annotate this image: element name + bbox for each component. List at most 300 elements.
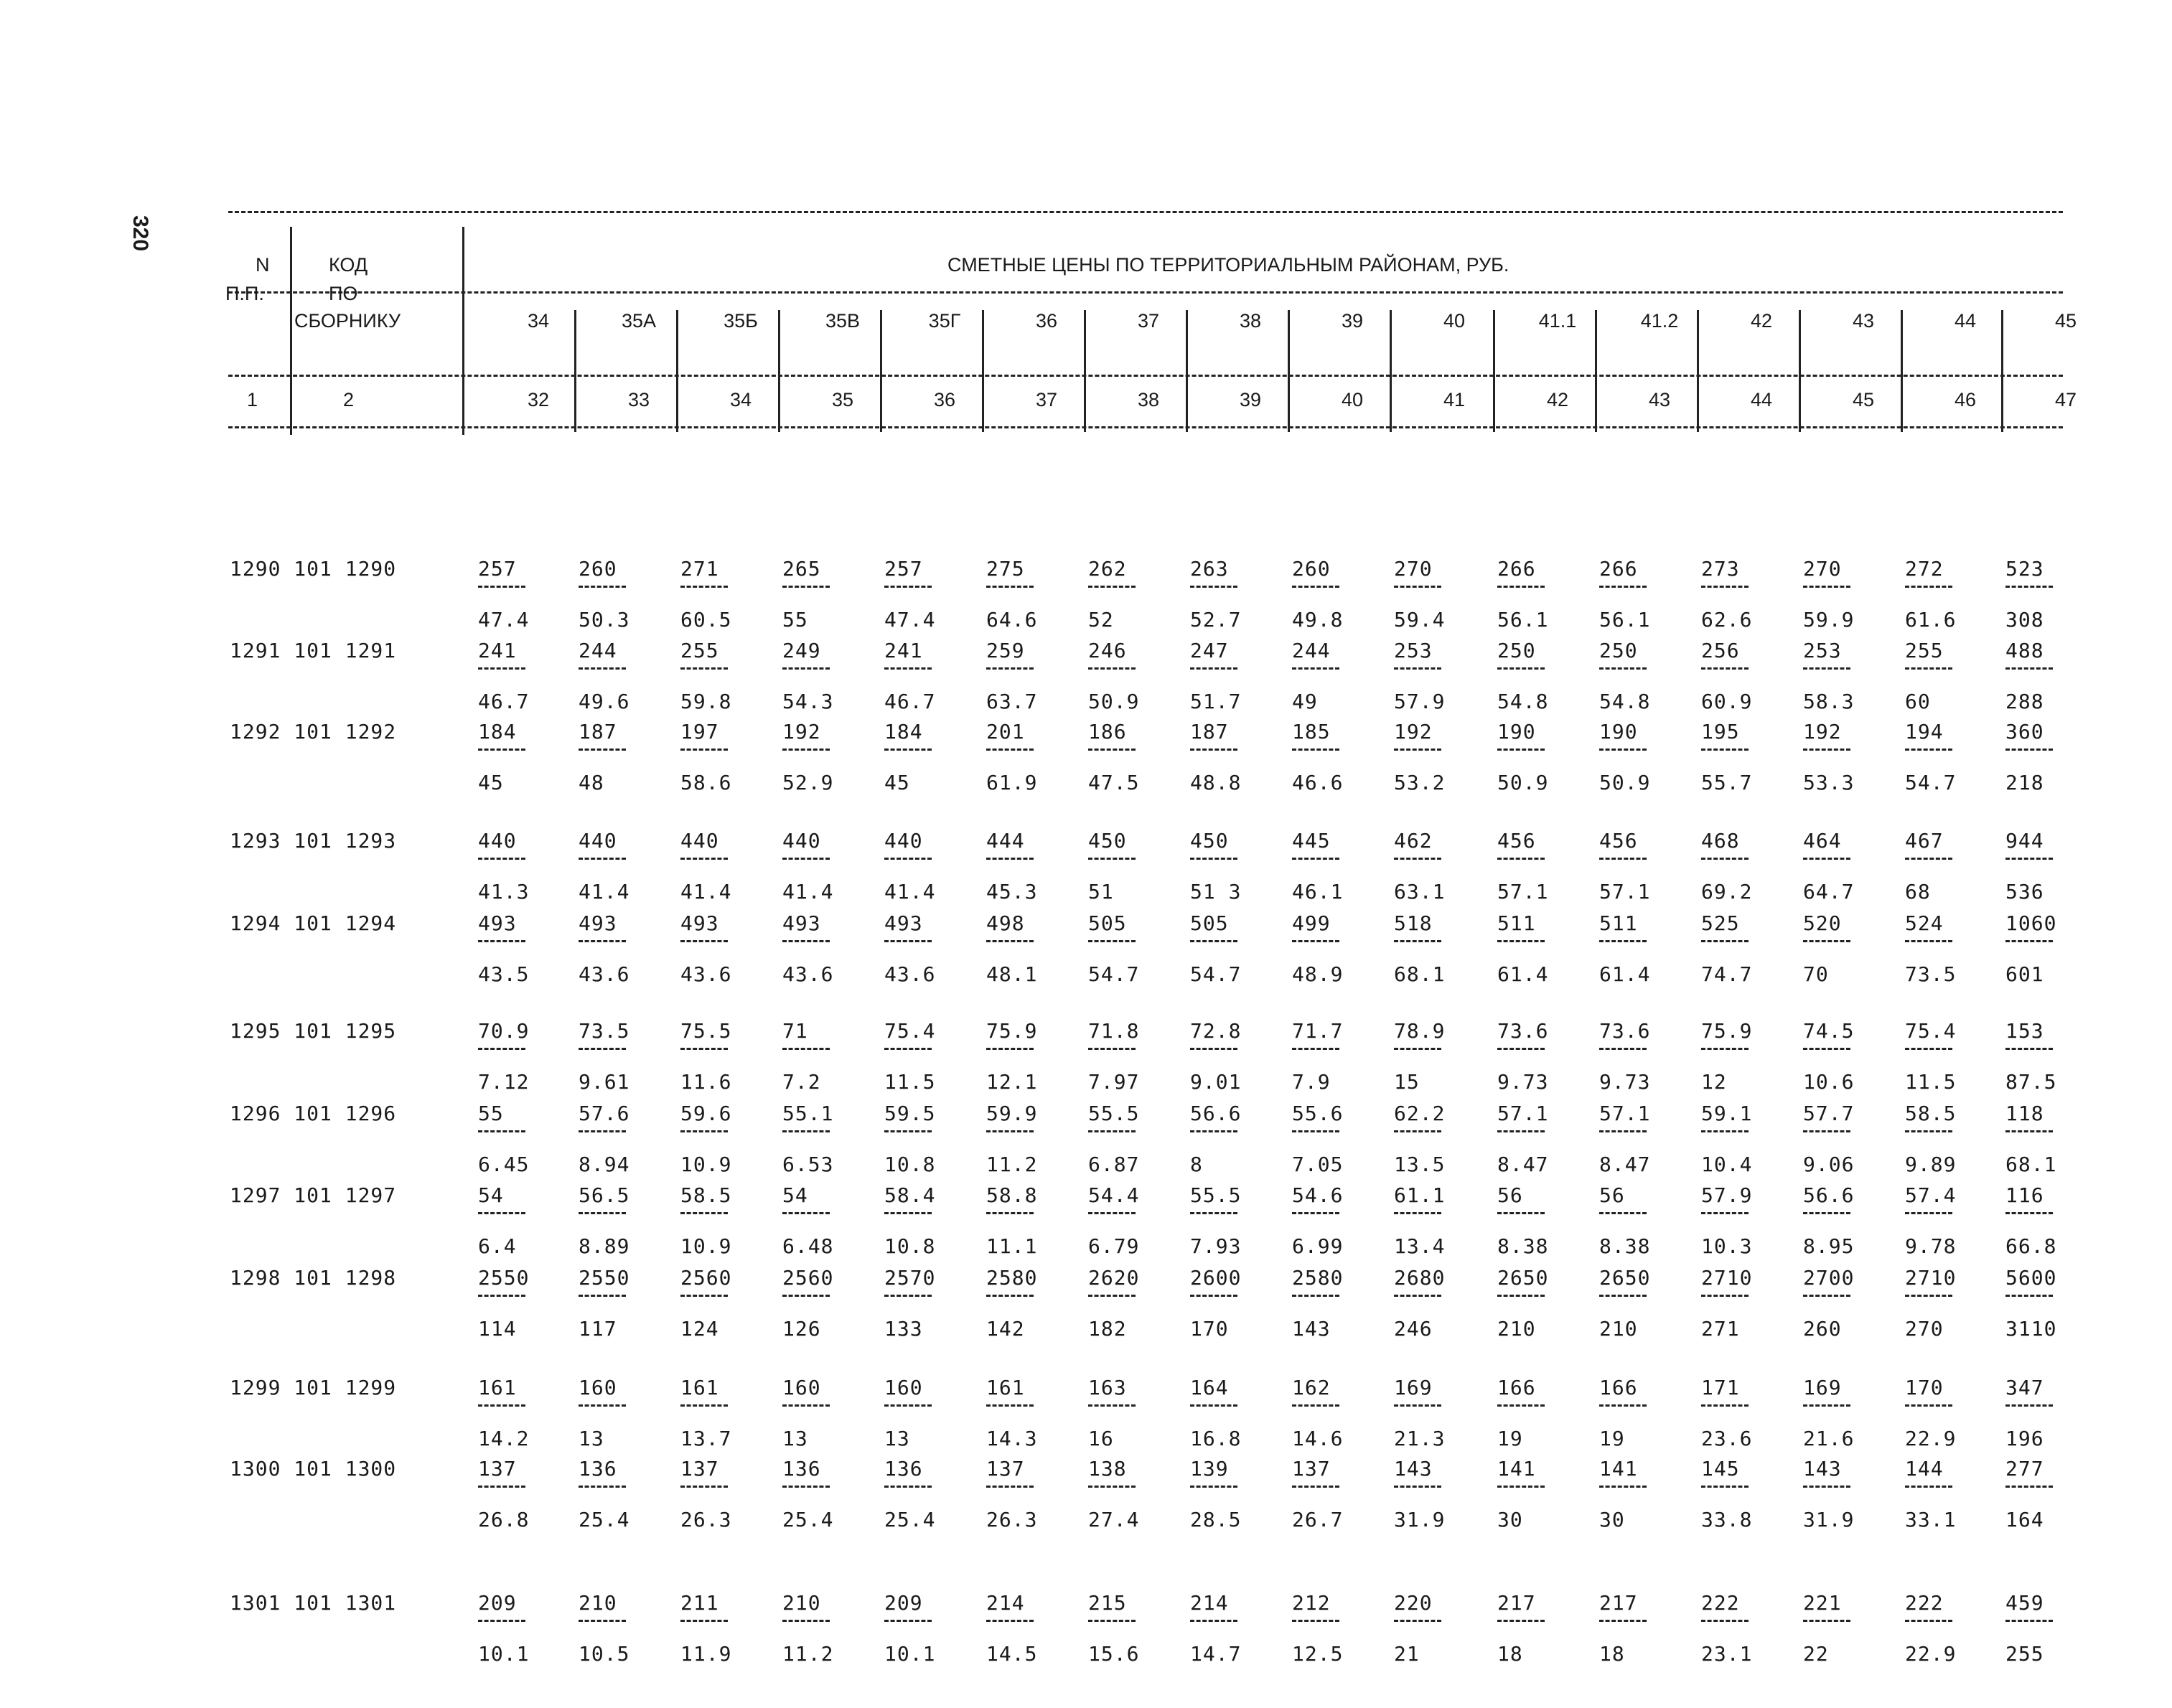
price-total: 257 (478, 557, 517, 581)
fraction-bar (1701, 1486, 1749, 1488)
price-total: 2710 (1905, 1266, 1957, 1290)
price-wages: 19 (1599, 1427, 1625, 1450)
price-wages: 59.8 (680, 690, 732, 713)
price-cell (1599, 1591, 1693, 1666)
price-cell (1701, 720, 1794, 795)
fraction-bar (1599, 586, 1647, 588)
col-number-1: 1 (247, 389, 258, 410)
price-total: 2650 (1497, 1266, 1549, 1290)
price-cell (1292, 1019, 1385, 1094)
fraction-bar (1701, 667, 1749, 670)
fraction-bar (1088, 1620, 1136, 1622)
price-cell (1905, 720, 1998, 795)
fraction-bar (1599, 1130, 1647, 1132)
price-total: 72.8 (1190, 1019, 1242, 1043)
price-wages: 9.06 (1803, 1153, 1855, 1176)
price-wages: 170 (1190, 1317, 1229, 1341)
fraction-bar (1394, 1486, 1441, 1488)
fraction-bar (1394, 1620, 1441, 1622)
price-total: 136 (579, 1457, 617, 1481)
price-cell (1394, 720, 1487, 795)
price-cell (680, 1266, 774, 1341)
price-wages: 19 (1497, 1427, 1523, 1450)
price-cell (1394, 1019, 1487, 1094)
price-total: 166 (1599, 1376, 1638, 1399)
district-header: 34 (527, 310, 550, 332)
price-cell (1905, 1019, 1998, 1094)
price-wages: 30 (1497, 1508, 1523, 1531)
fraction-bar (1803, 1404, 1850, 1407)
price-wages: 9.01 (1190, 1070, 1242, 1094)
price-wages: 21 (1394, 1642, 1420, 1666)
price-cell (478, 1019, 571, 1094)
price-cell (1497, 557, 1591, 632)
price-wages: 8.94 (579, 1153, 630, 1176)
fraction-bar (1497, 940, 1545, 942)
fraction-bar (986, 858, 1034, 860)
price-cell (1905, 1591, 1998, 1666)
price-total: 498 (986, 911, 1025, 935)
price-cell (2005, 1457, 2099, 1532)
fraction-bar (884, 1620, 932, 1622)
fraction-bar (1599, 1048, 1647, 1050)
district-header: 35Г (928, 310, 961, 332)
price-total: 212 (1292, 1591, 1331, 1615)
price-total: 462 (1394, 829, 1433, 853)
price-wages: 50.3 (579, 608, 630, 632)
row-code-label: 1301 101 1301 (230, 1591, 397, 1615)
price-total: 244 (1292, 639, 1331, 662)
price-cell (680, 1102, 774, 1177)
price-wages: 33.8 (1701, 1508, 1753, 1531)
fraction-bar (1803, 1620, 1850, 1622)
price-cell (2005, 557, 2099, 632)
price-total: 944 (2005, 829, 2044, 853)
price-total: 271 (680, 557, 719, 581)
column-number: 34 (729, 389, 752, 410)
price-cell (1394, 911, 1487, 987)
price-total: 56 (1599, 1183, 1625, 1207)
price-cell (1190, 1183, 1283, 1259)
price-cell (1292, 1457, 1385, 1532)
fraction-bar (1701, 1212, 1749, 1214)
price-wages: 11.5 (884, 1070, 936, 1094)
column-number: 36 (933, 389, 956, 410)
price-cell (782, 557, 876, 632)
price-wages: 47.5 (1088, 771, 1140, 794)
row-code-label: 1293 101 1293 (230, 829, 397, 853)
price-total: 499 (1292, 911, 1331, 935)
col-code-label-3: СБОРНИКУ (294, 310, 401, 332)
price-total: 520 (1803, 911, 1842, 935)
fraction-bar (1394, 1212, 1441, 1214)
header-bottom-rule (228, 426, 2063, 428)
fraction-bar (1803, 1486, 1850, 1488)
price-cell (579, 1376, 672, 1451)
price-total: 250 (1599, 639, 1638, 662)
price-total: 61.1 (1394, 1183, 1446, 1207)
price-total: 2580 (1292, 1266, 1344, 1290)
price-total: 445 (1292, 829, 1331, 853)
price-cell (1599, 829, 1693, 904)
price-cell (986, 1376, 1080, 1451)
price-wages: 57.9 (1394, 690, 1446, 713)
fraction-bar (1190, 1048, 1237, 1050)
price-wages: 255 (2005, 1642, 2044, 1666)
district-divider (982, 310, 984, 432)
fraction-bar (1701, 858, 1749, 860)
price-wages: 9.73 (1497, 1070, 1549, 1094)
price-cell (884, 1019, 978, 1094)
price-total: 272 (1905, 557, 1944, 581)
price-total: 266 (1497, 557, 1536, 581)
price-total: 244 (579, 639, 617, 662)
fraction-bar (1599, 1404, 1647, 1407)
fraction-bar (1803, 1212, 1850, 1214)
fraction-bar (1905, 858, 1952, 860)
header-top-rule (228, 211, 2063, 213)
price-cell (1497, 720, 1591, 795)
fraction-bar (782, 1486, 830, 1488)
price-cell (1190, 911, 1283, 987)
price-wages: 60.9 (1701, 690, 1753, 713)
fraction-bar (2005, 1048, 2053, 1050)
fraction-bar (680, 586, 728, 588)
price-wages: 13.5 (1394, 1153, 1446, 1176)
fraction-bar (1497, 1048, 1545, 1050)
district-header: 40 (1443, 310, 1466, 332)
fraction-bar (1190, 1620, 1237, 1622)
price-total: 75.9 (1701, 1019, 1753, 1043)
price-cell (782, 1266, 876, 1341)
price-cell (1394, 1183, 1487, 1259)
price-total: 518 (1394, 911, 1433, 935)
fraction-bar (680, 749, 728, 751)
fraction-bar (986, 1620, 1034, 1622)
row-code-label: 1296 101 1296 (230, 1102, 397, 1125)
price-wages: 33.1 (1905, 1508, 1957, 1531)
price-total: 265 (782, 557, 821, 581)
price-total: 75.4 (1905, 1019, 1957, 1043)
price-cell (478, 911, 571, 987)
price-wages: 21.6 (1803, 1427, 1855, 1450)
district-header: 38 (1239, 310, 1262, 332)
price-cell (986, 720, 1080, 795)
district-divider (1186, 310, 1188, 432)
fraction-bar (478, 586, 525, 588)
price-wages: 15 (1394, 1070, 1420, 1094)
price-total: 73.5 (579, 1019, 630, 1043)
price-cell (1497, 1183, 1591, 1259)
fraction-bar (1190, 1130, 1237, 1132)
price-cell (579, 911, 672, 987)
price-cell (1292, 1183, 1385, 1259)
price-cell (1701, 1376, 1794, 1451)
column-number: 39 (1239, 389, 1262, 410)
price-total: 525 (1701, 911, 1740, 935)
price-total: 253 (1803, 639, 1842, 662)
district-header: 42 (1750, 310, 1773, 332)
price-wages: 53.3 (1803, 771, 1855, 794)
price-cell (1190, 720, 1283, 795)
price-total: 161 (478, 1376, 517, 1399)
price-total: 171 (1701, 1376, 1740, 1399)
price-wages: 11.9 (680, 1642, 732, 1666)
price-cell (2005, 1102, 2099, 1177)
price-total: 139 (1190, 1457, 1229, 1481)
price-total: 241 (478, 639, 517, 662)
price-wages: 46.7 (478, 690, 530, 713)
fraction-bar (1088, 1295, 1136, 1297)
column-number: 47 (2054, 389, 2077, 410)
price-cell (1497, 1266, 1591, 1341)
price-cell (2005, 639, 2099, 714)
price-cell (478, 1591, 571, 1666)
price-cell (1292, 911, 1385, 987)
price-total: 450 (1088, 829, 1127, 853)
price-wages: 74.7 (1701, 962, 1753, 986)
column-number: 40 (1341, 389, 1364, 410)
district-header: 35Б (724, 310, 758, 332)
col-code-label-2: ПО (329, 283, 358, 304)
fraction-bar (1701, 749, 1749, 751)
price-cell (782, 639, 876, 714)
fraction-bar (1803, 749, 1850, 751)
price-total: 260 (579, 557, 617, 581)
price-cell (1803, 1183, 1896, 1259)
price-wages: 9.89 (1905, 1153, 1957, 1176)
price-wages: 28.5 (1190, 1508, 1242, 1531)
fraction-bar (1394, 749, 1441, 751)
price-total: 214 (1190, 1591, 1229, 1615)
price-wages: 25.4 (884, 1508, 936, 1531)
price-cell (986, 829, 1080, 904)
header-mid-rule (228, 291, 2063, 294)
price-wages: 22.9 (1905, 1427, 1957, 1450)
fraction-bar (1803, 858, 1850, 860)
price-wages: 12.1 (986, 1070, 1038, 1094)
fraction-bar (680, 1295, 728, 1297)
price-cell (1803, 1102, 1896, 1177)
price-total: 58.5 (1905, 1102, 1957, 1125)
price-wages: 47.4 (884, 608, 936, 632)
price-cell (1394, 829, 1487, 904)
price-wages: 87.5 (2005, 1070, 2057, 1094)
fraction-bar (782, 1130, 830, 1132)
district-header: 41.1 (1538, 310, 1577, 332)
price-total: 78.9 (1394, 1019, 1446, 1043)
price-cell (1088, 1376, 1181, 1451)
price-cell (2005, 829, 2099, 904)
price-cell (782, 1019, 876, 1094)
fraction-bar (1292, 1486, 1339, 1488)
price-cell (478, 1376, 571, 1451)
price-wages: 49.6 (579, 690, 630, 713)
price-cell (884, 1457, 978, 1532)
price-wages: 54.8 (1497, 690, 1549, 713)
fraction-bar (2005, 586, 2053, 588)
district-divider (676, 310, 678, 432)
fraction-bar (1905, 1404, 1952, 1407)
price-total: 118 (2005, 1102, 2044, 1125)
price-total: 143 (1394, 1457, 1433, 1481)
price-cell (579, 1266, 672, 1341)
price-cell (884, 1376, 978, 1451)
price-wages: 126 (782, 1317, 821, 1341)
price-total: 262 (1088, 557, 1127, 581)
column-number: 44 (1750, 389, 1773, 410)
price-cell (884, 720, 978, 795)
price-wages: 45 (884, 771, 910, 794)
fraction-bar (478, 667, 525, 670)
price-total: 184 (478, 720, 517, 743)
price-total: 73.6 (1599, 1019, 1651, 1043)
price-cell (680, 911, 774, 987)
price-cell (884, 557, 978, 632)
fraction-bar (884, 1404, 932, 1407)
fraction-bar (1905, 586, 1952, 588)
price-wages: 7.97 (1088, 1070, 1140, 1094)
price-wages: 7.9 (1292, 1070, 1331, 1094)
price-total: 56.6 (1803, 1183, 1855, 1207)
fraction-bar (1497, 749, 1545, 751)
fraction-bar (1190, 1486, 1237, 1488)
price-wages: 117 (579, 1317, 617, 1341)
price-wages: 26.3 (680, 1508, 732, 1531)
price-wages: 51.7 (1190, 690, 1242, 713)
price-total: 55 (478, 1102, 504, 1125)
price-total: 221 (1803, 1591, 1842, 1615)
price-total: 210 (579, 1591, 617, 1615)
price-cell (1803, 829, 1896, 904)
fraction-bar (1599, 940, 1647, 942)
price-wages: 26.3 (986, 1508, 1038, 1531)
price-cell (579, 1591, 672, 1666)
price-cell (1497, 639, 1591, 714)
fraction-bar (1088, 1486, 1136, 1488)
fraction-bar (478, 940, 525, 942)
price-wages: 10.4 (1701, 1153, 1753, 1176)
price-wages: 271 (1701, 1317, 1740, 1341)
price-cell (884, 1591, 978, 1666)
price-total: 440 (680, 829, 719, 853)
price-wages: 7.2 (782, 1070, 821, 1094)
price-total: 255 (1905, 639, 1944, 662)
price-total: 2650 (1599, 1266, 1651, 1290)
price-cell (579, 639, 672, 714)
price-wages: 50.9 (1497, 771, 1549, 794)
price-total: 246 (1088, 639, 1127, 662)
price-wages: 55 (782, 608, 808, 632)
price-cell (884, 639, 978, 714)
price-total: 273 (1701, 557, 1740, 581)
price-total: 263 (1190, 557, 1229, 581)
price-cell (1905, 639, 1998, 714)
price-cell (1803, 1376, 1896, 1451)
district-divider (1493, 310, 1495, 432)
fraction-bar (1701, 1404, 1749, 1407)
price-total: 440 (884, 829, 923, 853)
fraction-bar (680, 1486, 728, 1488)
price-total: 62.2 (1394, 1102, 1446, 1125)
district-divider (1084, 310, 1086, 432)
fraction-bar (1292, 1295, 1339, 1297)
district-divider (880, 310, 882, 432)
price-cell (1803, 1019, 1896, 1094)
price-total: 523 (2005, 557, 2044, 581)
price-wages: 48 (579, 771, 604, 794)
fraction-bar (986, 1212, 1034, 1214)
price-wages: 288 (2005, 690, 2044, 713)
price-wages: 6.4 (478, 1234, 517, 1258)
price-total: 58.4 (884, 1183, 936, 1207)
district-divider (574, 310, 576, 432)
fraction-bar (1701, 1620, 1749, 1622)
fraction-bar (1497, 1130, 1545, 1132)
price-total: 56 (1497, 1183, 1523, 1207)
price-total: 197 (680, 720, 719, 743)
price-wages: 45.3 (986, 880, 1038, 904)
price-cell (1701, 1019, 1794, 1094)
price-cell (478, 1102, 571, 1177)
fraction-bar (884, 1295, 932, 1297)
price-wages: 8.38 (1599, 1234, 1651, 1258)
price-cell (1394, 1376, 1487, 1451)
price-wages: 52.9 (782, 771, 834, 794)
fraction-bar (884, 667, 932, 670)
price-total: 211 (680, 1591, 719, 1615)
fraction-bar (1803, 667, 1850, 670)
row-code-label: 1298 101 1298 (230, 1266, 397, 1290)
price-cell (1190, 1591, 1283, 1666)
price-cell (986, 1457, 1080, 1532)
fraction-bar (1292, 1620, 1339, 1622)
fraction-bar (478, 858, 525, 860)
price-total: 57.1 (1497, 1102, 1549, 1125)
price-cell (884, 911, 978, 987)
price-total: 141 (1599, 1457, 1638, 1481)
price-wages: 50.9 (1599, 771, 1651, 794)
price-total: 2700 (1803, 1266, 1855, 1290)
fraction-bar (1803, 1130, 1850, 1132)
price-total: 57.7 (1803, 1102, 1855, 1125)
price-total: 161 (680, 1376, 719, 1399)
price-cell (1190, 1376, 1283, 1451)
row-code-label: 1294 101 1294 (230, 911, 397, 935)
price-wages: 13 (884, 1427, 910, 1450)
fraction-bar (1701, 1295, 1749, 1297)
price-wages: 45 (478, 771, 504, 794)
price-cell (1394, 1266, 1487, 1341)
price-wages: 51 (1088, 880, 1114, 904)
price-cell (1701, 1266, 1794, 1341)
price-cell (2005, 1591, 2099, 1666)
price-wages: 143 (1292, 1317, 1331, 1341)
price-wages: 260 (1803, 1317, 1842, 1341)
price-cell (1292, 639, 1385, 714)
price-total: 2560 (680, 1266, 732, 1290)
price-cell (478, 720, 571, 795)
price-wages: 8.38 (1497, 1234, 1549, 1258)
price-total: 259 (986, 639, 1025, 662)
price-total: 169 (1803, 1376, 1842, 1399)
price-wages: 8.47 (1497, 1153, 1549, 1176)
price-cell (1190, 1019, 1283, 1094)
fraction-bar (1394, 1130, 1441, 1132)
price-cell (1394, 1591, 1487, 1666)
price-cell (986, 557, 1080, 632)
fraction-bar (1905, 1486, 1952, 1488)
